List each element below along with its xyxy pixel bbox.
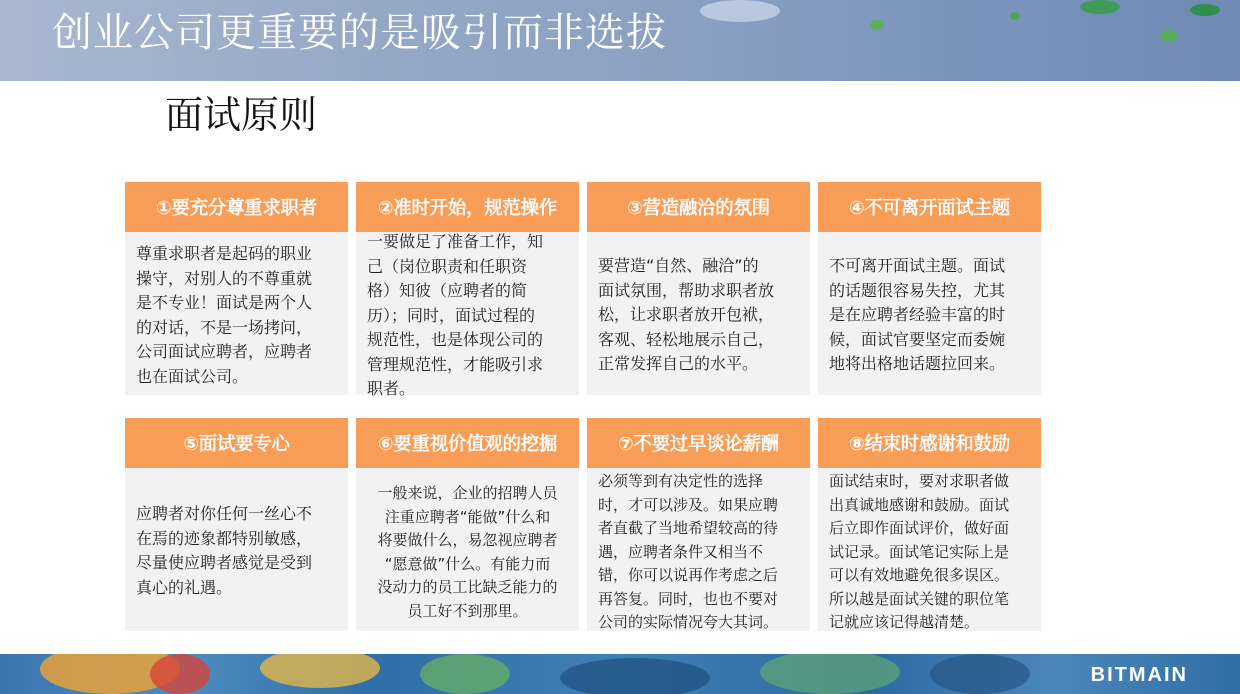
decor-blob (930, 654, 1030, 694)
card-body: 面试结束时，要对求职者做 出真诚地感谢和鼓励。面试 后立即作面试评价，做好面 试记录。面试笔记实际上是 可以有效地避免很多误区。 所以越是面试关键的职位笔 记就应该记得越清楚。 (829, 472, 1010, 631)
bitmain-logo: BITMAIN (1090, 664, 1188, 686)
card-header: ⑤面试要专心 (125, 418, 348, 468)
card-header: ⑧结束时感谢和鼓励 (818, 418, 1041, 468)
bottom-banner (0, 654, 1240, 694)
card-header: ①要充分尊重求职者 (125, 182, 348, 232)
card-body: 一要做足了准备工作，知 己（岗位职责和任职资 格）知彼（应聘者的简 历）；同时，面试过程的 规范性，也是体现公司的 管理规范性，才能吸引求 职者。 (367, 232, 544, 398)
card-header: ②准时开始，规范操作 (356, 182, 579, 232)
card-body: 应聘者对你任何一丝心不 在焉的迹象都特别敏感， 尽量使应聘者感觉是受到 真心的礼遇。 (136, 504, 313, 597)
decor-splash (1190, 4, 1220, 16)
principle-card-2 (356, 182, 579, 398)
card-header: ⑦不要过早谈论薪酬 (587, 418, 810, 468)
decor-blob (560, 658, 710, 694)
card-body: 一般来说，企业的招聘人员 注重应聘者“能做”什么和 将要做什么，易忽视应聘者 “愿意做”什么。有能力而 没动力的员工比缺乏能力的 员工好不到那里。 (377, 484, 558, 620)
card-body: 必须等到有决定性的选择 时，才可以涉及。如果应聘 者直截了当地希望较高的待 遇，应聘者条件又相当不 错，你可以说再作考虑之后 再答复。同时，也也不要对 公司的实际情况夸大其词。 (598, 472, 779, 631)
decor-splash (1080, 0, 1120, 14)
section-title: 面试原则 (165, 93, 318, 137)
card-header: ④不可离开面试主题 (818, 182, 1041, 232)
card-header: ⑥要重视价值观的挖掘 (356, 418, 579, 468)
card-header: ③营造融洽的氛围 (587, 182, 810, 232)
card-body: 不可离开面试主题。面试 的话题很容易失控，尤其 是在应聘者经验丰富的时 候，面试官要坚定而委婉 地将出格地话题拉回来。 (829, 256, 1006, 373)
decor-blob (420, 654, 510, 694)
principle-card-5 (125, 418, 348, 631)
principle-card-8 (818, 418, 1041, 631)
top-banner (0, 0, 1240, 81)
card-body: 要营造“自然、融洽”的 面试氛围，帮助求职者放 松，让求职者放开包袱， 客观、轻松地展示自己， 正常发挥自己的水平。 (598, 256, 775, 373)
decor-splash (1160, 30, 1178, 42)
decor-blob (150, 654, 210, 694)
principle-card-1 (125, 182, 348, 395)
card-body: 尊重求职者是起码的职业 操守，对别人的不尊重就 是不专业！面试是两个人 的对话，不是一场拷问， 公司面试应聘者，应聘者 也在面试公司。 (136, 244, 313, 386)
principle-card-7 (587, 418, 810, 631)
decor-splash (870, 20, 884, 30)
decor-blob (760, 654, 900, 694)
decor-splash (1010, 12, 1020, 20)
principle-card-6 (356, 418, 579, 631)
decor-splash (700, 0, 780, 22)
decor-blob (260, 654, 380, 688)
principle-card-3 (587, 182, 810, 395)
slide-title: 创业公司更重要的是吸引而非选拔 (52, 10, 667, 56)
principle-card-4 (818, 182, 1041, 395)
